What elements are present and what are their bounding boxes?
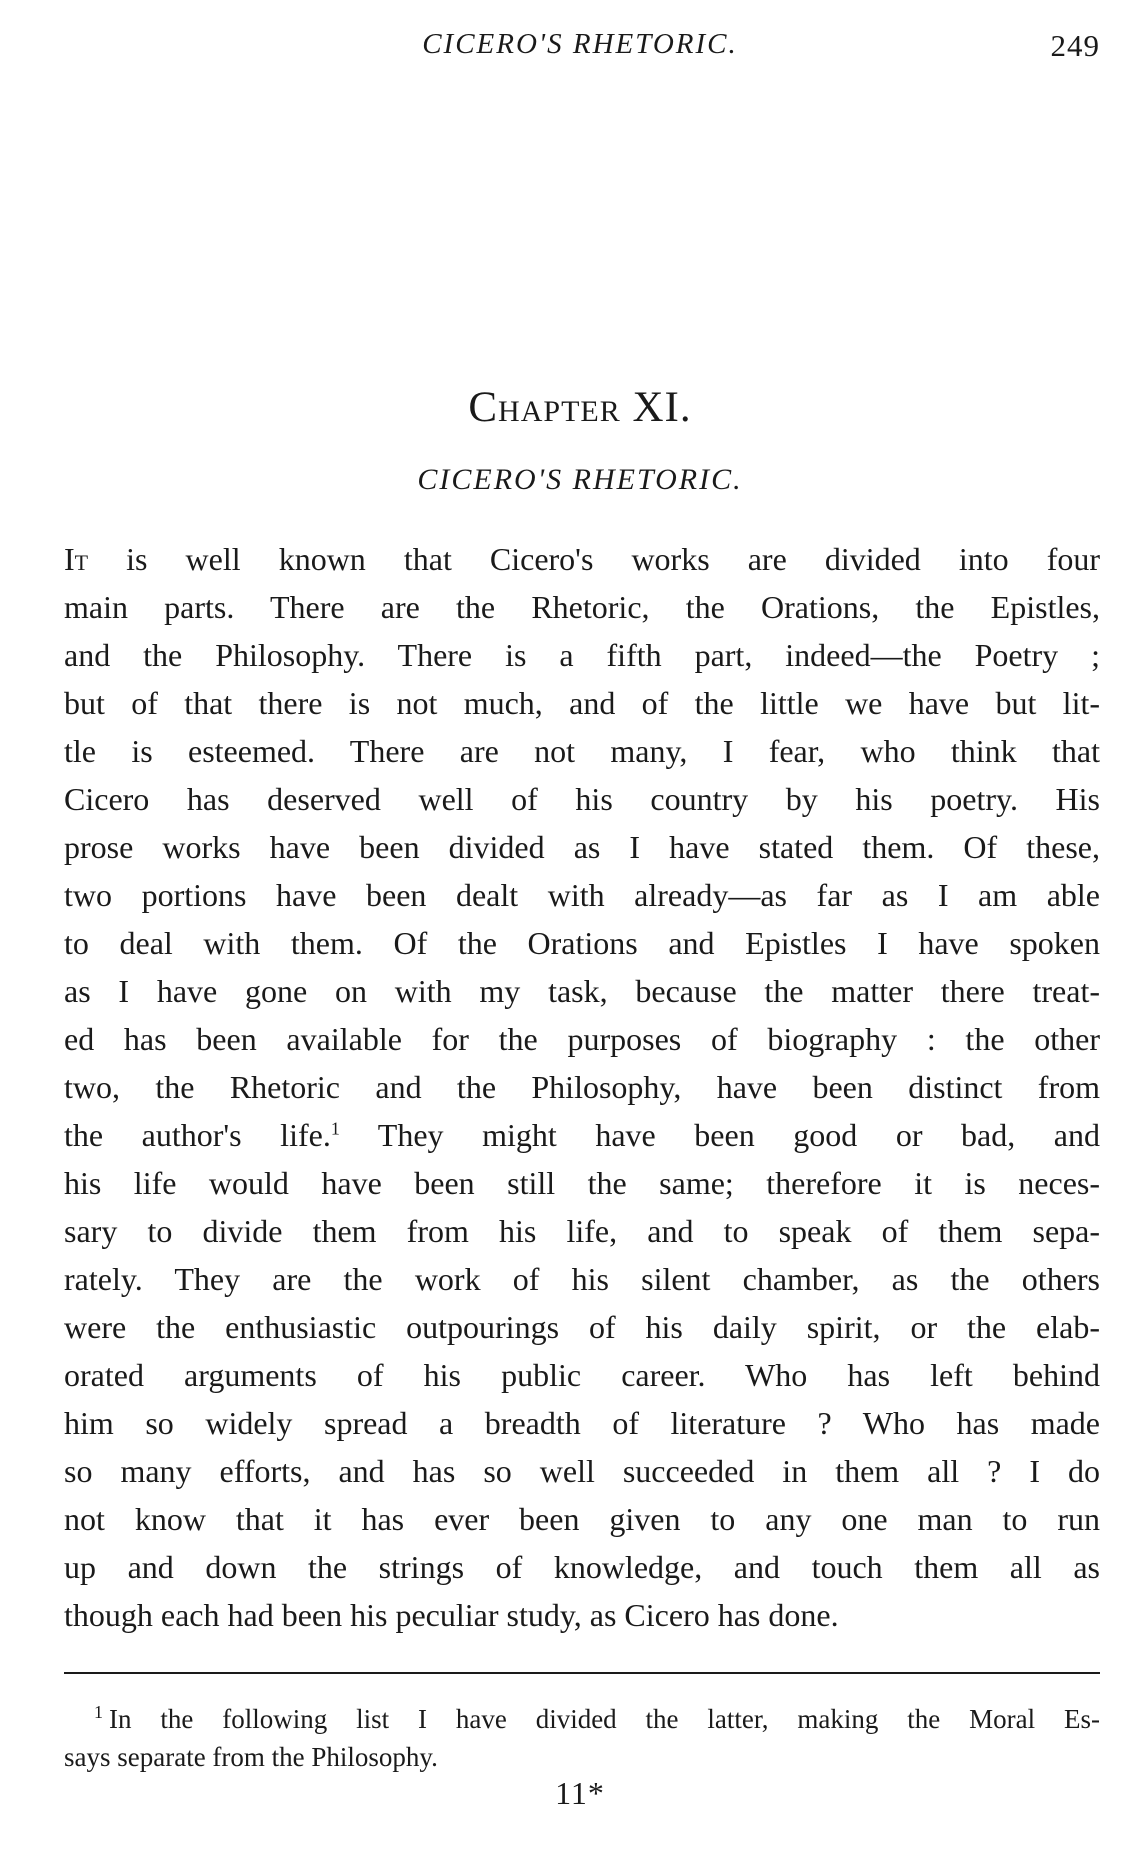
body-line: were the enthusiastic outpourings of his daily spirit, or the elab- [64,1309,1100,1345]
body-line: but of that there is not much, and of the little we have but lit- [64,685,1100,721]
body-line: though each had been his peculiar study, as Cicero has done. [64,1597,839,1633]
opening-words: It [64,541,89,577]
body-line [64,1111,1100,1159]
body-line: tle is esteemed. There are not many, I fear, who think that [64,733,1100,769]
body-line: sary to divide them from his life, and to speak of them sepa- [64,1213,1100,1249]
body-line: ed has been available for the purposes of biography : the other [64,1021,1100,1057]
body-line: his life would have been still the same; therefore it is neces- [64,1165,1100,1201]
body-line: so many efforts, and has so well succeeded in them all ? I do [64,1453,1100,1489]
body-line: prose works have been divided as I have stated them. Of these, [64,829,1100,865]
body-paragraph [64,535,1100,1639]
signature-mark: 11* [555,1775,605,1811]
page-number: 249 [1050,28,1100,63]
footnote-reference[interactable]: 1 [330,1118,340,1139]
body-line: him so widely spread a breadth of literature ? Who has made [64,1405,1100,1441]
body-line [64,535,1100,583]
body-line: as I have gone on with my task, because the matter there treat- [64,973,1100,1009]
footnote-marker: 1 [94,1702,103,1722]
running-title: CICERO'S RHETORIC. [422,28,738,60]
body-line: Cicero has deserved well of his country by his poetry. His [64,781,1100,817]
footnote-text-1: In the following list I have divided the latter, making the Moral Es- [109,1704,1100,1734]
body-line: two portions have been dealt with already—as far as I am able [64,877,1100,913]
footnote-line: says separate from the Philosophy. [64,1742,438,1772]
chapter-number: XI. [632,384,692,431]
footnote [64,1700,1100,1776]
body-line: up and down the strings of knowledge, and touch them all as [64,1549,1100,1585]
footnote-divider [64,1672,1100,1674]
body-line: to deal with them. Of the Orations and Epistles I have spoken [64,925,1100,961]
footnote-line-start: the author's life. [64,1117,331,1153]
body-line: not know that it has ever been given to any one man to run [64,1501,1100,1537]
footnote-line [64,1700,1100,1738]
chapter-subtitle: CICERO'S RHETORIC. [417,463,743,496]
running-head [60,28,1100,72]
body-line: orated arguments of his public career. Who has left behind [64,1357,1100,1393]
body-line: two, the Rhetoric and the Philosophy, have been distinct from [64,1069,1100,1105]
body-line: rately. They are the work of his silent chamber, as the others [64,1261,1100,1297]
body-line: and the Philosophy. There is a fifth part, indeed—the Poetry ; [64,637,1100,673]
footnote-line-end: They might have been good or bad, and [339,1117,1101,1153]
chapter-label: Chapter [468,384,621,431]
body-line: main parts. There are the Rhetoric, the Orations, the Epistles, [64,589,1100,625]
chapter-heading [60,383,1100,432]
opening-line-rest: is well known that Cicero's works are divided into four [88,541,1100,577]
